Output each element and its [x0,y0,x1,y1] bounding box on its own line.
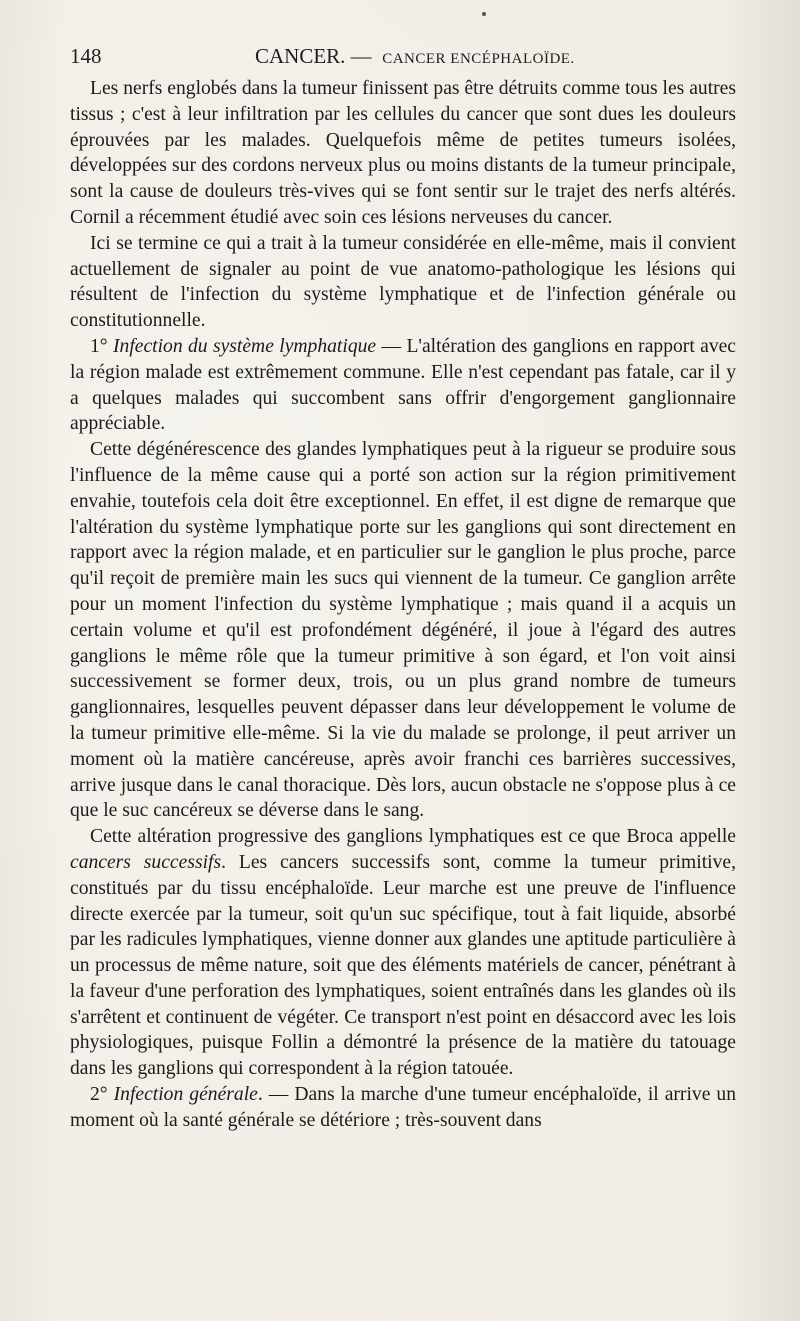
section-heading: Infection du système lymphatique [113,335,377,357]
paragraph-nerves [70,76,736,231]
paragraph-text: Les nerfs englobés dans la tumeur finissent pas être détruits comme tous les autres tissus ; c'est à leur infiltration par les cellules du cancer que sont dues les douleurs éprouvées par les malades. Quelquefois même de petites tumeurs isolées, développées sur des cordons nerveux plus ou moins distants de la tumeur principale, sont la cause de douleurs très-vives qui se font sentir sur le trajet des nerfs altérés. Cornil a récemment étudié avec soin ces lésions nerveuses du cancer. [70,78,736,228]
paragraph-text: Cette dégénérescence des glandes lymphatiques peut à la rigueur se produire sous l'influence de la même cause qui a porté son action sur la région primitivement envahie, toutefois cela doit être exceptionnel. En effet, il est digne de remarque que l'altération du système lymphatique porte sur les ganglions qui sont directement en rapport avec la région malade, et en particulier sur le ganglion le plus proche, parce qu'il reçoit de première main les sucs qui viennent de la tumeur. Ce ganglion arrête pour un moment l'infection du système lymphatique ; mais quand il a acquis un certain volume et qu'il est profondément dégénéré, il joue à l'égard des autres ganglions le même rôle que la tumeur primitive à son égard, et l'on voit ainsi successivement se former deux, trois, ou un plus grand nombre de tumeurs ganglionnaires, lesquelles peuvent dépasser dans leur développement le volume de la tumeur primitive elle-même. Si la vie du malade se prolonge, il peut arriver un moment où la matière cancéreuse, après avoir franchi ces barrières successives, arrive jusque dans le canal thoracique. Dès lors, aucun obstacle ne s'oppose plus à ce que le suc cancéreux se déverse dans le sang. [70,439,736,822]
italic-term: cancers successifs [70,851,222,873]
page-header [70,44,736,74]
paragraph-text: Ici se termine ce qui a trait à la tumeur considérée en elle-même, mais il convient actuellement de signaler au point de vue anatomo-pathologique les lésions qui résultent de l'infection du système lymphatique et de l'infection générale ou constitutionnelle. [70,232,736,332]
paragraph-text: . — Dans la marche d'une tumeur encéphaloïde, il arrive un moment où la santé générale se détériore ; très-souvent dans [70,1084,736,1131]
ink-speck [482,12,486,16]
page-number: 148 [70,44,102,68]
running-head-subtitle: CANCER ENCÉPHALOÏDE. [382,51,575,67]
paragraph-text: . Les cancers successifs sont, comme la tumeur primitive, constitués par du tissu encéphaloïde. Leur marche est une preuve de l'influence directe exercée par la tumeur, soit qu'un suc spécifique, tout à fait liquide, absorbé par les radicules lymphatiques, vienne donner aux glandes une aptitude particulière à un processus de même nature, soit que des éléments matériels de cancer, pénétrant à la faveur d'une perforation des lymphatiques, soient entraînés dans les glandes où ils s'arrêtent et continuent de végéter. Ce transport n'est point en désaccord avec les lois physiologiques, puisque Follin a démontré la présence de la matière du tatouage dans les ganglions qui correspondent à la région tatouée. [70,851,736,1080]
paragraph-general-infection [70,1082,736,1134]
paragraph-degeneration [70,437,736,824]
section-heading: Infection générale [113,1084,258,1106]
running-head [255,44,575,69]
section-number: 2° [90,1084,114,1106]
paragraph-text: — L'altération des ganglions en rapport avec la région malade est extrêmement commune. Elle n'est cependant pas fatale, car il y a quelques malades qui succombent sans offrir d'engorgement ganglionnaire appréciable. [70,335,737,435]
paragraph-lymphatic-infection [70,334,736,437]
paragraph-text: Cette altération progressive des ganglions lymphatiques est ce que Broca appelle [90,826,736,848]
paragraph-transition [70,231,736,334]
running-head-title: CANCER. — [255,44,372,68]
paragraph-successive-cancers [70,824,736,1082]
section-number: 1° [90,335,113,357]
body-text [70,76,736,1134]
